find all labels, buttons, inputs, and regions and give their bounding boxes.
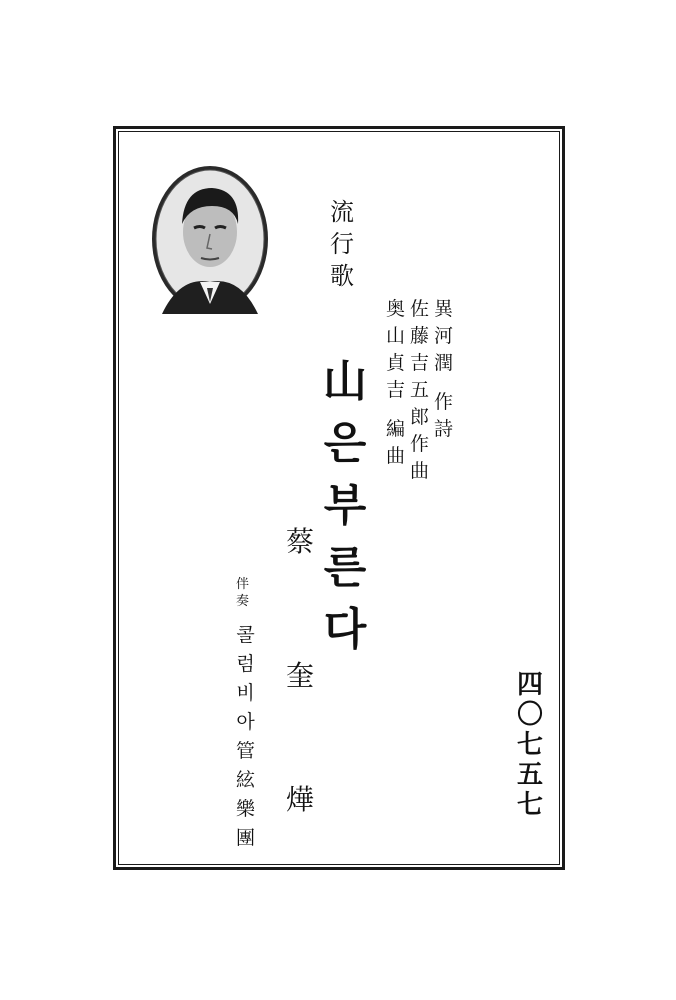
composer-credit [410,300,429,489]
singer-char: 奎 [286,659,315,692]
singer-name [286,525,315,816]
accompaniment-char: 奏 [236,594,250,609]
singer-portrait [150,164,270,314]
title-char: 부 [323,480,367,531]
genre-label [330,200,354,296]
genre-char: 流 [330,198,354,226]
catalog-char: 四 [517,670,544,700]
credit-char: 河 [434,325,454,347]
credit-char: 吉 [386,379,406,401]
singer-char: 燁 [286,783,315,816]
credit-char: 五 [410,379,430,401]
catalog-char: 七 [517,730,544,760]
orchestra-name [236,626,255,858]
genre-char: 歌 [330,262,354,290]
title-char: 다 [323,604,367,655]
catalog-char: 〇 [517,700,544,730]
orchestra-char: 아 [236,711,255,733]
orchestra-char: 비 [236,682,255,704]
credit-char: 郎 [410,406,430,428]
credit-char: 貞 [386,352,406,374]
catalog-number [517,672,543,822]
title-char: 은 [323,418,367,469]
orchestra-char: 樂 [236,798,256,820]
orchestra-char: 럼 [236,653,255,675]
singer-char: 蔡 [286,525,315,558]
lyricist-credit [434,300,453,447]
credit-char: 曲 [386,445,406,467]
arranger-credit [386,300,405,474]
credit-char: 山 [386,325,406,347]
catalog-char: 五 [517,760,544,790]
credit-char: 奥 [386,298,406,320]
credit-char: 異 [434,298,454,320]
credit-char: 編 [386,418,406,440]
song-title [323,356,367,670]
credit-char: 吉 [410,352,430,374]
orchestra-char: 管 [236,740,256,762]
credit-char: 作 [410,433,430,455]
orchestra-char: 콜 [236,624,255,646]
credit-char: 作 [434,391,454,413]
catalog-char: 七 [517,790,544,820]
credit-char: 藤 [410,325,430,347]
orchestra-char: 團 [236,827,256,849]
title-char: 른 [323,542,367,593]
title-char: 山 [323,356,367,407]
orchestra-char: 絃 [236,769,256,791]
accompaniment-label [236,578,249,612]
credit-char: 佐 [410,298,430,320]
credit-char: 曲 [410,460,430,482]
accompaniment-char: 伴 [236,577,250,592]
credit-char: 潤 [434,352,454,374]
credit-char: 詩 [434,418,454,440]
genre-char: 行 [330,230,354,258]
